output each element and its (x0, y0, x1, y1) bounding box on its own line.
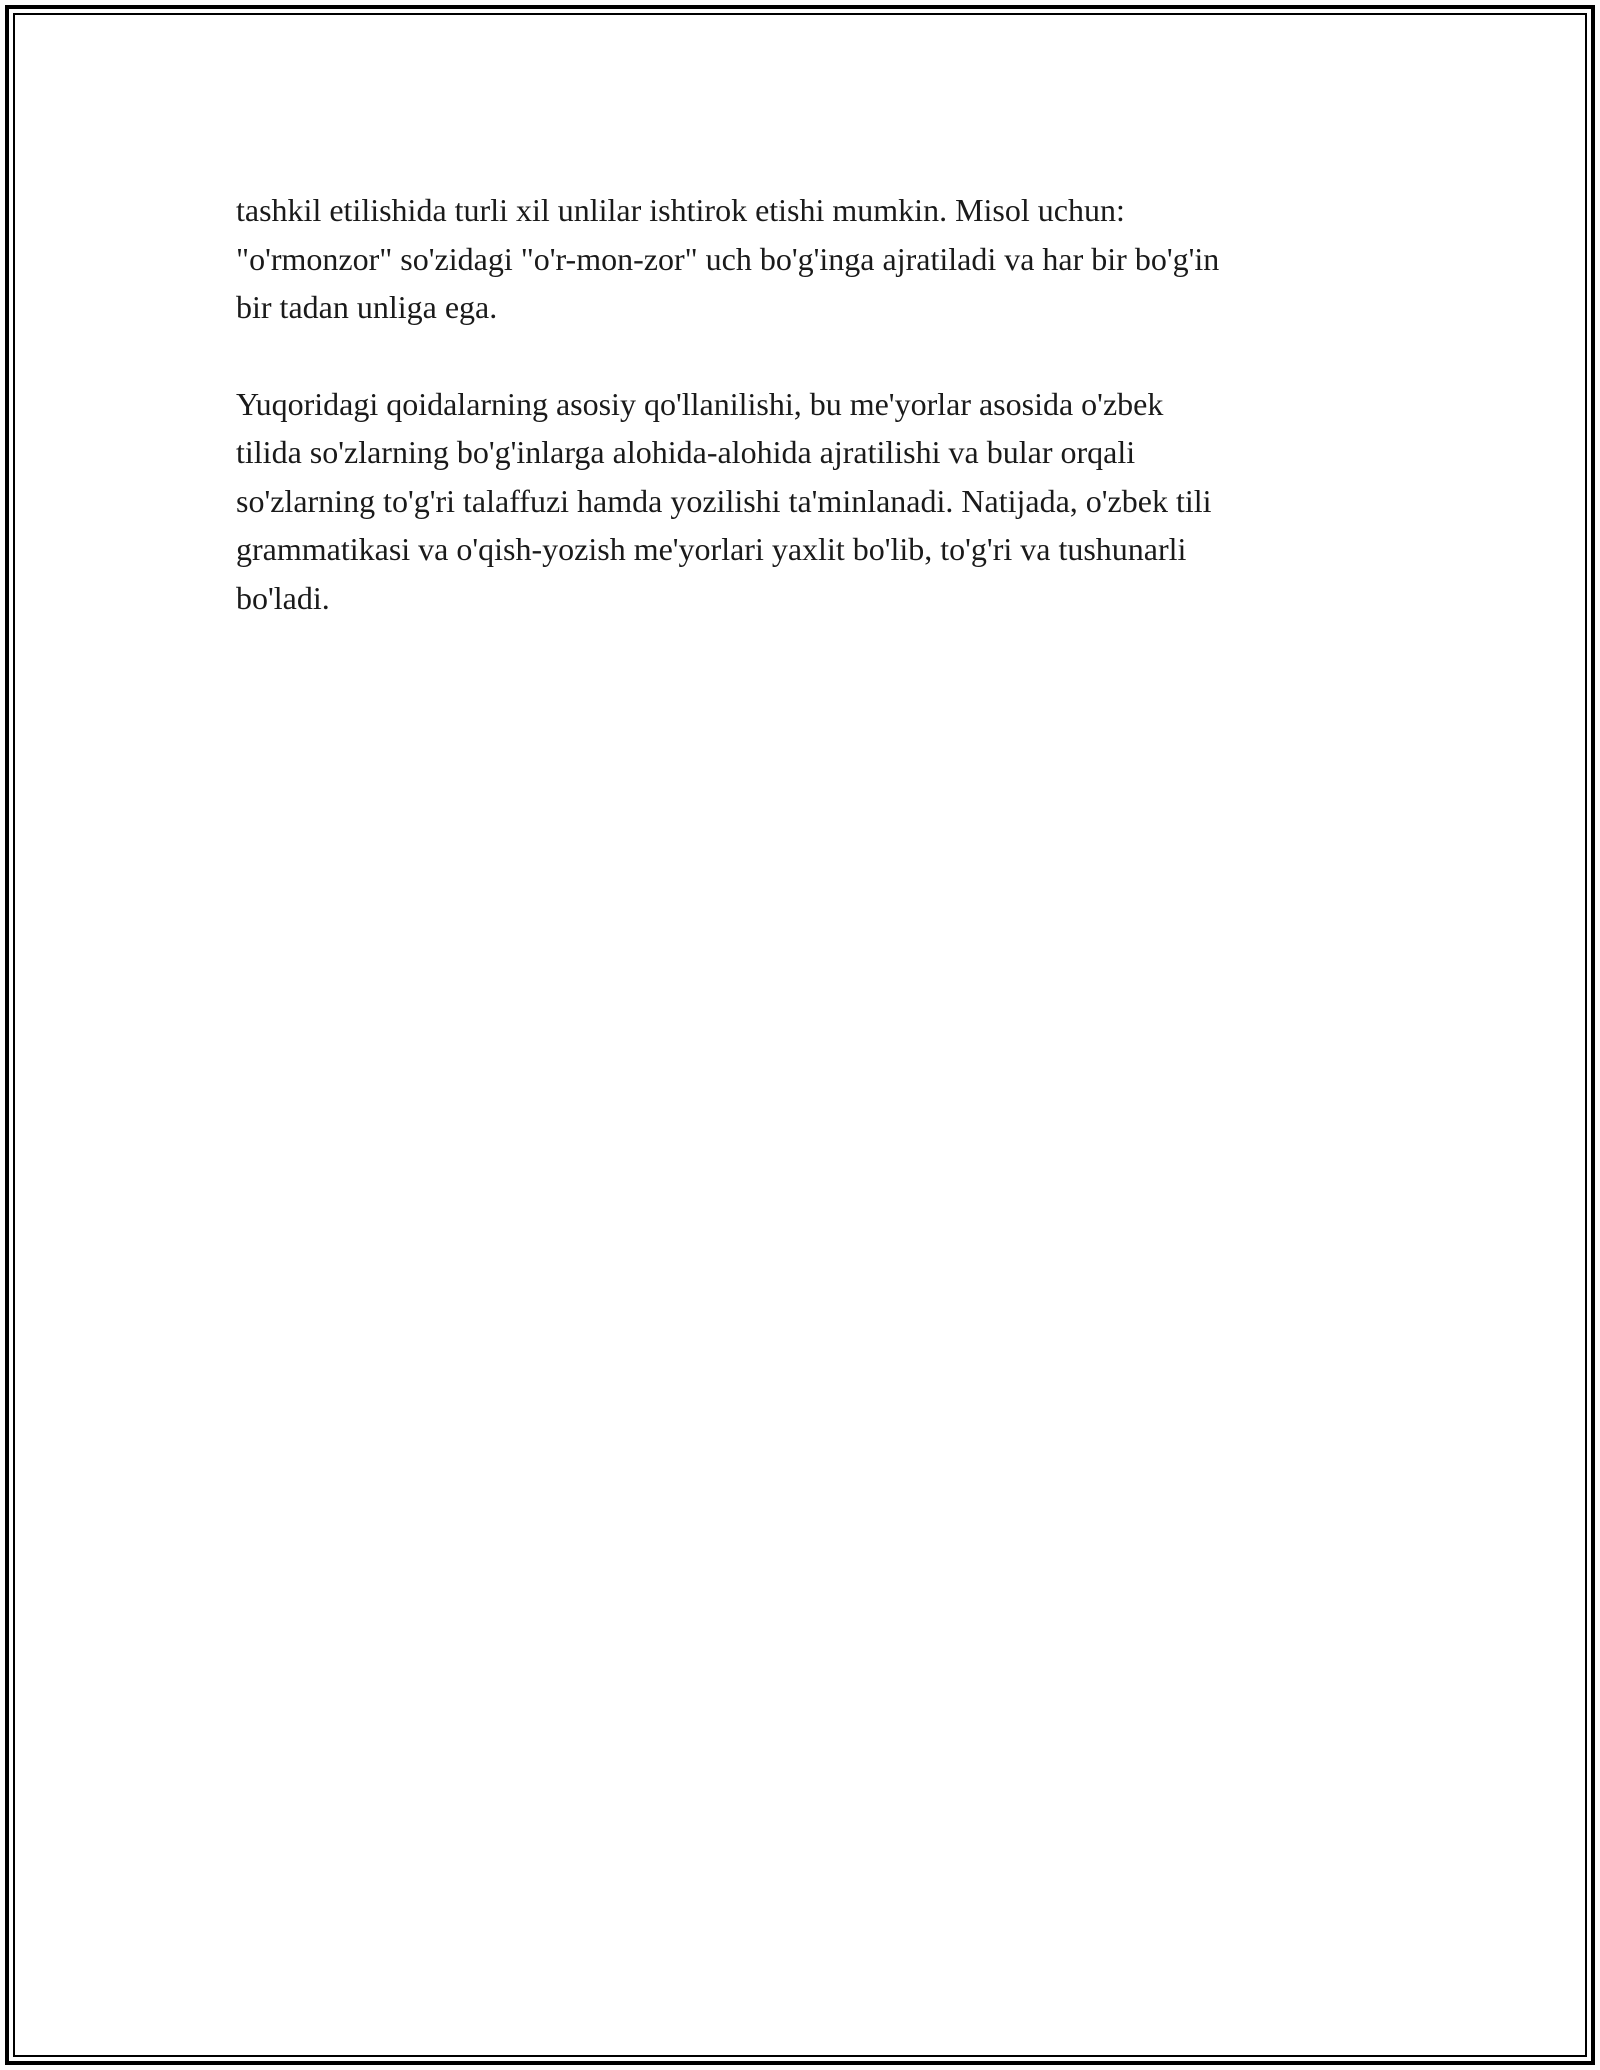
paragraph-line: grammatikasi va o'qish-yozish me'yorlari yaxlit bo'lib, to'g'ri va tushunarli (236, 531, 1187, 567)
paragraph-1 (236, 186, 1376, 332)
paragraph-line: "o'rmonzor" so'zidagi "o'r-mon-zor" uch bo'g'inga ajratiladi va har bir bo'g'in (236, 240, 1220, 277)
paragraph-line: so'zlarning to'g'ri talaffuzi hamda yozilishi ta'minlanadi. Natijada, o'zbek tili (236, 482, 1212, 519)
paragraph-line: bo'ladi. (236, 579, 330, 616)
paragraph-line: tilida so'zlarning bo'g'inlarga alohida-alohida ajratilishi va bular orqali (236, 434, 1136, 470)
paragraph-line: tashkil etilishida turli xil unlilar ishtirok etishi mumkin. Misol uchun: (236, 192, 1125, 228)
paragraph-line: bir tadan unliga ega. (236, 289, 498, 325)
document-body (236, 186, 1376, 622)
paragraph-line: Yuqoridagi qoidalarning asosiy qo'llanilishi, bu me'yorlar asosida o'zbek (236, 385, 1164, 422)
paragraph-2 (236, 380, 1376, 623)
